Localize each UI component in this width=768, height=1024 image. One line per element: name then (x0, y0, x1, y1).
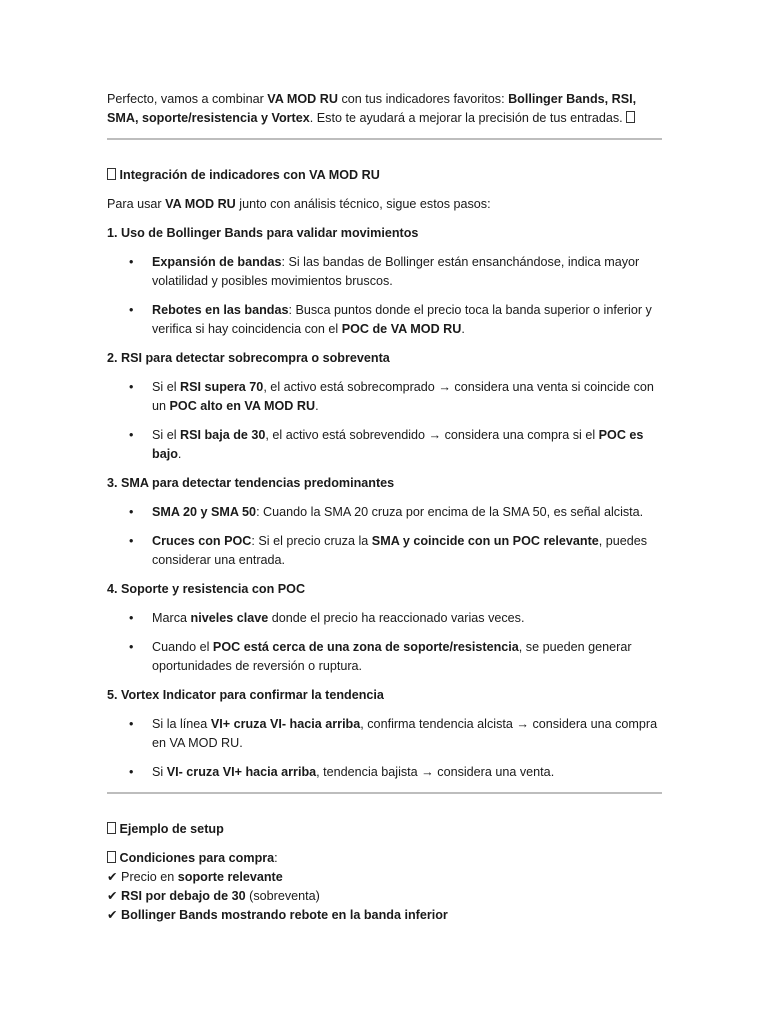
bullet-icon: • (129, 640, 134, 654)
list-item (107, 253, 662, 291)
list-item (107, 503, 662, 522)
item-bold: Expansión de bandas (152, 255, 282, 269)
condition-bold: soporte relevante (177, 870, 283, 884)
divider (107, 138, 662, 140)
list-item (107, 301, 662, 339)
intro-bold: VA MOD RU (267, 92, 338, 106)
item-text: donde el precio ha reaccionado varias veces. (268, 611, 525, 625)
intro-paragraph (107, 90, 662, 128)
item-bold: VI+ cruza VI- hacia arriba (210, 717, 361, 731)
step-heading-text: 5. Vortex Indicator para confirmar la tendencia (107, 688, 384, 702)
item-text: , el activo está sobrevendido → considera una compra si el (265, 428, 599, 442)
item-text: . (315, 399, 319, 413)
bullet-list (107, 253, 662, 339)
item-text: : Si el precio cruza la (251, 534, 372, 548)
intro-bold: Bollinger Bands, RSI, SMA, soporte/resistencia y Vortex (107, 92, 637, 125)
item-text: : Si las bandas de Bollinger están ensanchándose, indica mayor volatilidad y posibles movimientos bruscos. (152, 255, 640, 288)
lead-text: Para usar (107, 197, 166, 211)
item-bold: SMA 20 y SMA 50 (152, 505, 257, 519)
bullet-icon: • (129, 380, 134, 394)
setup-conditions (107, 849, 662, 925)
section-lead (107, 195, 662, 214)
conditions-bold: Condiciones para compra (119, 851, 275, 865)
bullet-icon: • (129, 765, 134, 779)
lead-text: junto con análisis técnico, sigue estos pasos: (235, 197, 491, 211)
lead-bold: VA MOD RU (165, 197, 236, 211)
item-text: . (461, 322, 465, 336)
item-text: Si el (152, 380, 180, 394)
item-bold: SMA y coincide con un POC relevante (371, 534, 599, 548)
condition-bold: ✔ RSI por debajo de 30 (107, 889, 246, 903)
condition-text: (sobreventa) (245, 889, 320, 903)
step-heading-5 (107, 686, 662, 705)
condition-item (107, 868, 662, 887)
bullet-icon: • (129, 534, 134, 548)
list-item (107, 378, 662, 416)
condition-item (107, 906, 662, 925)
item-bold: POC alto en VA MOD RU (169, 399, 316, 413)
section-title-text: Ejemplo de setup (119, 822, 224, 836)
condition-bold: ✔ Bollinger Bands mostrando rebote en la banda inferior (107, 908, 448, 922)
item-text: Si el (152, 428, 180, 442)
item-text: , tendencia bajista → considera una venta. (316, 765, 555, 779)
missing-glyph-icon (107, 851, 116, 863)
item-text: Si la línea (152, 717, 211, 731)
step-heading-2 (107, 349, 662, 368)
item-text: : Cuando la SMA 20 cruza por encima de la SMA 50, es señal alcista. (256, 505, 644, 519)
missing-glyph-icon (626, 111, 635, 123)
missing-glyph-icon (107, 822, 116, 834)
step-heading-text: 3. SMA para detectar tendencias predominantes (107, 476, 395, 490)
item-bold: niveles clave (190, 611, 269, 625)
section-title (107, 820, 662, 839)
section-title (107, 166, 662, 185)
list-item (107, 532, 662, 570)
intro-text: . Esto te ayudará a mejorar la precisión de tus entradas. (309, 111, 627, 125)
bullet-list (107, 378, 662, 464)
list-item (107, 715, 662, 753)
section-title-text: Integración de indicadores con VA MOD RU (119, 168, 380, 182)
list-item (107, 609, 662, 628)
item-bold: Rebotes en las bandas (152, 303, 289, 317)
item-text: Marca (152, 611, 191, 625)
bullet-list (107, 503, 662, 570)
item-bold: Cruces con POC (152, 534, 252, 548)
item-bold: POC es bajo (152, 428, 644, 461)
item-bold: VI- cruza VI+ hacia arriba (166, 765, 317, 779)
conditions-heading (107, 849, 662, 868)
conditions-text: : (274, 851, 278, 865)
step-heading-4 (107, 580, 662, 599)
divider (107, 792, 662, 794)
bullet-icon: • (129, 611, 134, 625)
condition-text: ✔ Precio en (107, 870, 178, 884)
list-item (107, 426, 662, 464)
bullet-list (107, 609, 662, 676)
bullet-icon: • (129, 255, 134, 269)
step-heading-1 (107, 224, 662, 243)
item-text: Cuando el (152, 640, 213, 654)
item-bold: POC de VA MOD RU (341, 322, 462, 336)
document-content (107, 90, 662, 925)
item-bold: RSI supera 70 (180, 380, 264, 394)
bullet-icon: • (129, 303, 134, 317)
bullet-list (107, 715, 662, 782)
condition-item (107, 887, 662, 906)
bullet-icon: • (129, 428, 134, 442)
item-text: . (177, 447, 182, 461)
item-text: Si (152, 765, 167, 779)
bullet-icon: • (129, 717, 134, 731)
step-heading-text: 1. Uso de Bollinger Bands para validar movimientos (107, 226, 419, 240)
item-text: , el activo está sobrecomprado → considera una venta si coincide con un (152, 380, 654, 413)
bullet-icon: • (129, 505, 134, 519)
item-bold: RSI baja de 30 (180, 428, 266, 442)
item-text: , puedes considerar una entrada. (152, 534, 648, 567)
list-item (107, 763, 662, 782)
step-heading-text: 2. RSI para detectar sobrecompra o sobreventa (107, 351, 390, 365)
step-heading-3 (107, 474, 662, 493)
item-text: : Busca puntos donde el precio toca la banda superior o inferior y verifica si hay coincidencia con el (152, 303, 652, 336)
item-bold: POC está cerca de una zona de soporte/resistencia (212, 640, 519, 654)
item-text: , confirma tendencia alcista → considera una compra en VA MOD RU. (152, 717, 658, 750)
item-text: , se pueden generar oportunidades de reversión o ruptura. (152, 640, 632, 673)
missing-glyph-icon (107, 168, 116, 180)
intro-text: con tus indicadores favoritos: (337, 92, 509, 106)
list-item (107, 638, 662, 676)
intro-text: Perfecto, vamos a combinar (107, 92, 268, 106)
step-heading-text: 4. Soporte y resistencia con POC (107, 582, 306, 596)
